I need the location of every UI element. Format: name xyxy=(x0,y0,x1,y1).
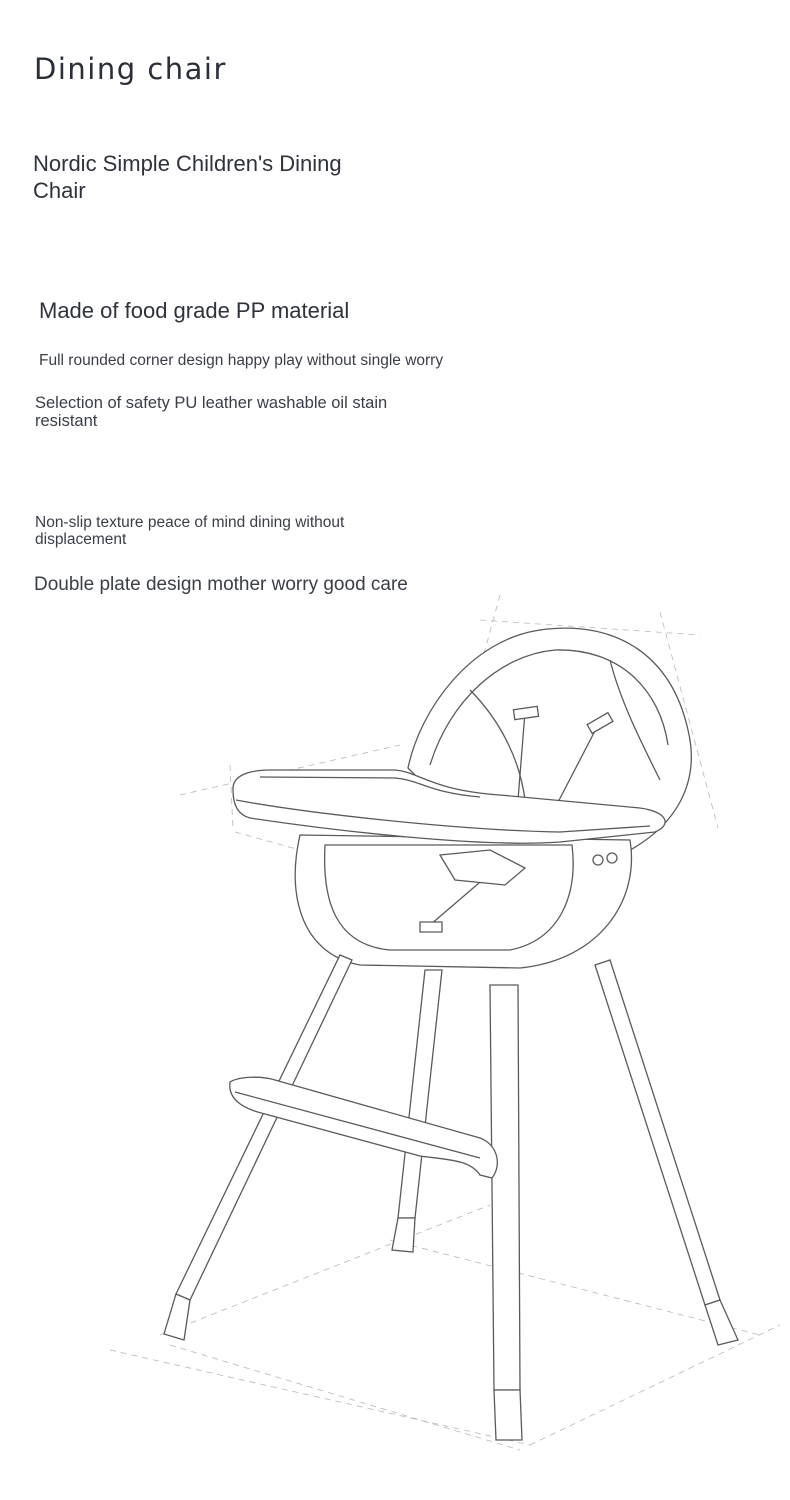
feature-non-slip: Non-slip texture peace of mind dining without displacement xyxy=(35,514,345,548)
feature-rounded-corner: Full rounded corner design happy play without single worry xyxy=(39,352,444,369)
high-chair-sketch xyxy=(0,590,790,1500)
feature-material: Made of food grade PP material xyxy=(39,298,350,323)
feature-double-plate: Double plate design mother worry good care xyxy=(34,574,408,595)
feature-leather: Selection of safety PU leather washable oil stain resistant xyxy=(35,394,388,430)
chair-outline xyxy=(164,628,738,1440)
page-title: Dining chair xyxy=(34,52,227,86)
product-subtitle: Nordic Simple Children's Dining Chair xyxy=(33,151,342,203)
